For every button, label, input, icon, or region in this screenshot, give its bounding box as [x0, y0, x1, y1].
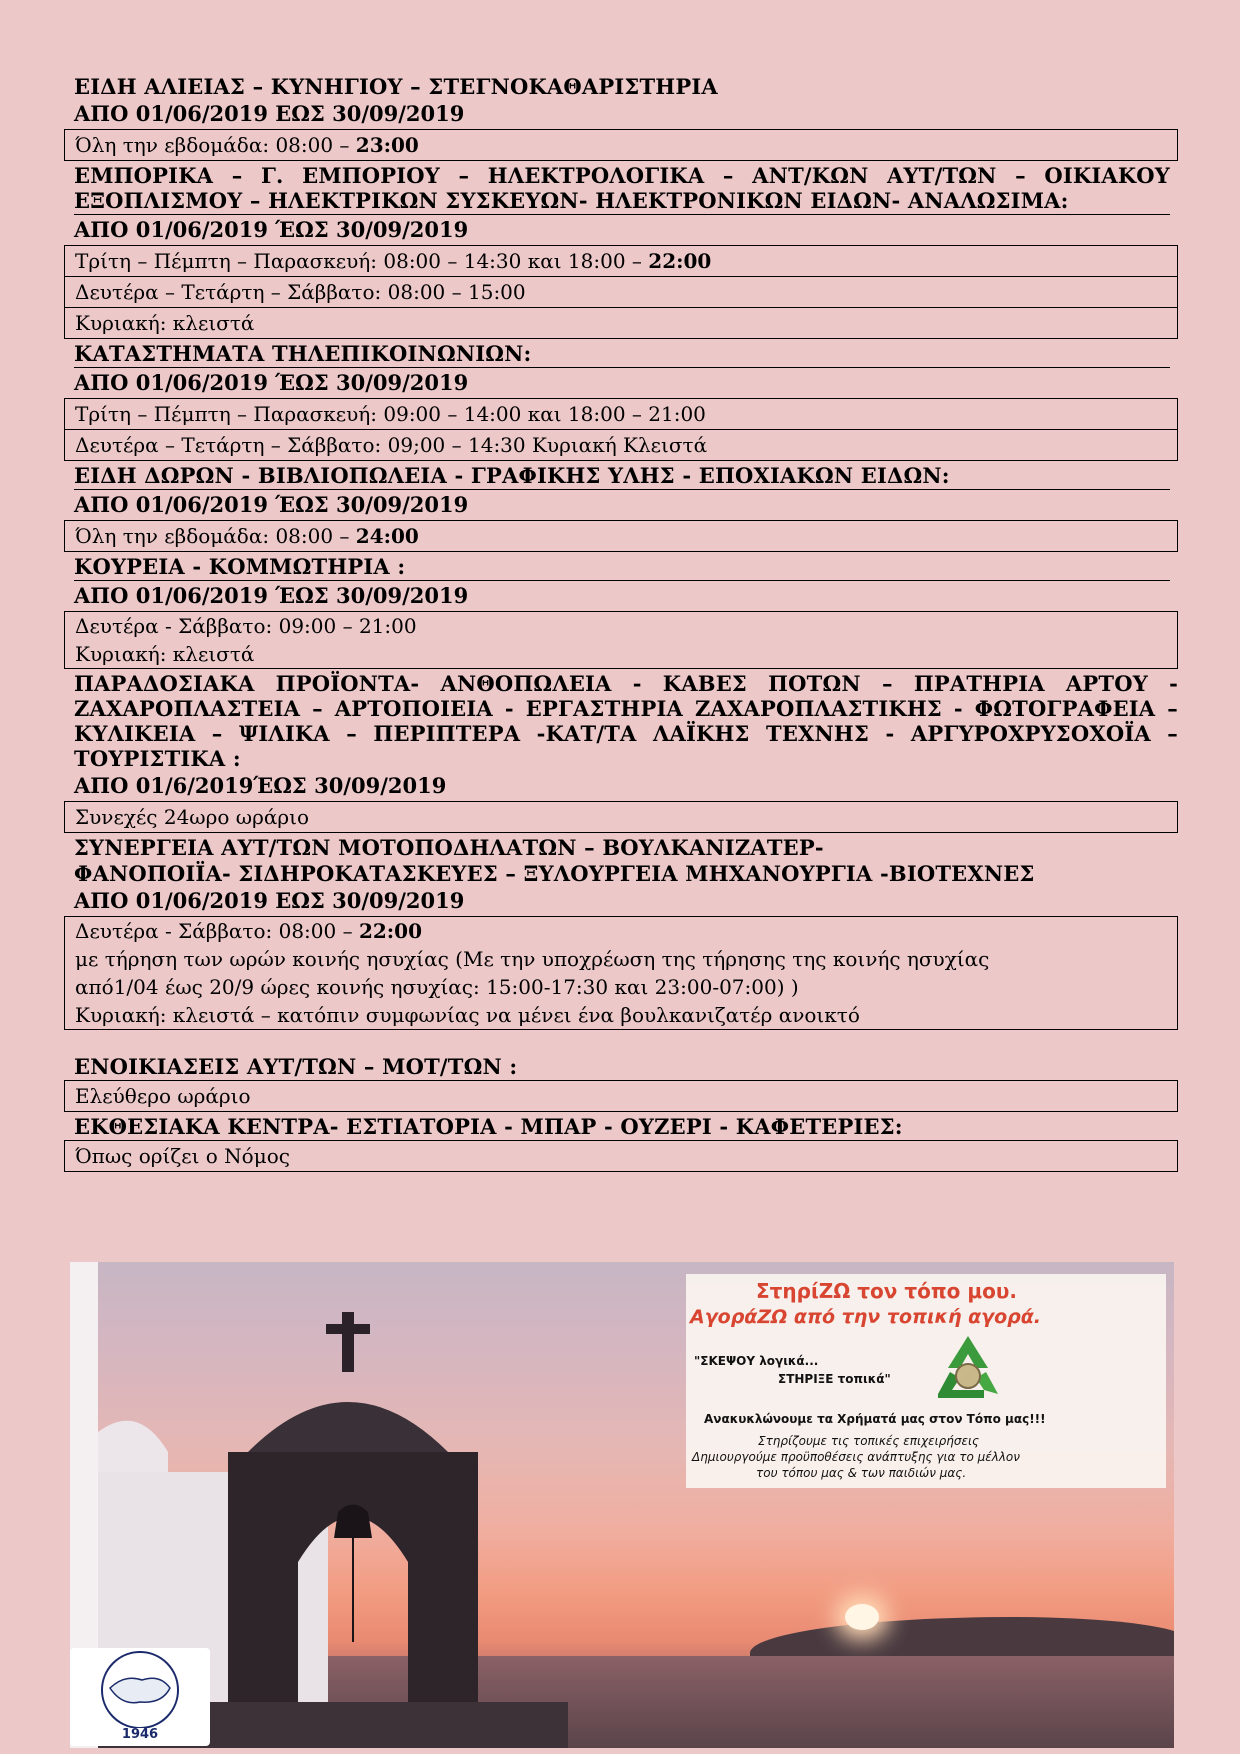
hours-line: με τήρηση των ωρών κοινής ησυχίας (Με την υποχρέωση της τήρησης της κοινής ησυχίας — [75, 947, 990, 971]
hours-box — [64, 129, 1178, 161]
period: ΑΠΟ 01/06/2019 ΕΩΣ 30/09/2019 — [74, 888, 465, 913]
period: ΑΠΟ 01/06/2019 ΈΩΣ 30/09/2019 — [74, 583, 469, 608]
hours-row: Δευτέρα – Τετάρτη – Σάββατο: 08:00 – 15:00 — [65, 276, 1177, 307]
ad-headline: ΑγοράΖΩ από την τοπική αγορά. — [690, 1306, 1042, 1328]
hours-row: Συνεχές 24ωρο ωράριο — [75, 805, 309, 829]
logo-year: 1946 — [121, 1727, 159, 1742]
hours-row: Ελεύθερο ωράριο — [75, 1084, 251, 1108]
hours-line: Δευτέρα - Σάββατο: 08:00 – 22:00 — [75, 919, 423, 943]
hours-row: Κυριακή: κλειστά — [65, 307, 1177, 338]
sunset-photo — [70, 1262, 1174, 1748]
category-title: ΕΙΔΗ ΑΛΙΕΙΑΣ – ΚΥΝΗΓΙΟΥ – ΣΤΕΓΝΟΚΑΘΑΡΙΣΤΗΡΙΑ — [74, 74, 718, 99]
period: ΑΠΟ 01/6/2019ΈΩΣ 30/09/2019 — [74, 773, 447, 798]
hours-box — [64, 1140, 1178, 1172]
ad-text: Στηρίζουμε τις τοπικές επιχειρήσεις — [758, 1434, 980, 1448]
period: ΑΠΟ 01/06/2019 ΈΩΣ 30/09/2019 — [74, 370, 469, 395]
ad-text: "ΣΚΕΨΟΥ λογικά... — [694, 1354, 819, 1368]
category-title: ΕΜΠΟΡΙΚΑ – Γ. ΕΜΠΟΡΙΟΥ – ΗΛΕΚΤΡΟΛΟΓΙΚΑ – ΑΝΤ/ΚΩΝ ΑΥΤ/ΤΩΝ – ΟΙΚΙΑΚΟΥ ΕΞΟΠΛΙΣΜΟΥ – ΗΛΕΚΤΡΙΚΩΝ ΣΥΣΚΕΥΩΝ- ΗΛΕΚΤΡΟΝΙΚΩΝ ΕΙΔΩΝ- ΑΝΑΛΩΣΙΜΑ: — [74, 163, 1170, 213]
category-title-line: ΦΑΝΟΠΟΙΪΑ- ΣΙΔΗΡΟΚΑΤΑΣΚΕΥΕΣ – ΞΥΛΟΥΡΓΕΙΑ ΜΗΧΑΝΟΥΡΓΙΑ -ΒΙΟΤΕΧΝΕΣ — [74, 861, 1035, 886]
ad-headline: ΣτηρίΖΩ τον τόπο μου. — [756, 1279, 1017, 1303]
category-title: ΕΚΘΕΣΙΑΚΑ ΚΕΝΤΡΑ- ΕΣΤΙΑΤΟΡΙΑ - ΜΠΑΡ - ΟΥΖΕΡΙ - ΚΑΦΕΤΕΡΙΕΣ: — [74, 1114, 903, 1139]
hours-line: Δευτέρα - Σάββατο: 09:00 – 21:00 — [75, 614, 417, 638]
hours-box — [64, 245, 1178, 339]
ad-text: του τόπου μας & των παιδιών μας. — [756, 1466, 967, 1480]
recycle-icon — [930, 1332, 1006, 1402]
island-map-icon — [70, 1648, 210, 1728]
category-title: ΚΑΤΑΣΤΗΜΑΤΑ ΤΗΛΕΠΙΚΟΙΝΩΝΙΩΝ: — [74, 341, 1170, 368]
ad-text: Ανακυκλώνουμε τα Χρήματά μας στον Τόπο μας!!! — [704, 1412, 1046, 1426]
hours-row: Τρίτη – Πέμπτη – Παρασκευή: 09:00 – 14:00 και 18:00 – 21:00 — [75, 402, 706, 426]
sun-icon — [845, 1604, 879, 1630]
hours-box — [64, 520, 1178, 552]
category-title: ΠΑΡΑΔΟΣΙΑΚΑ ΠΡΟΪΟΝΤΑ- ΑΝΘΟΠΩΛΕΙΑ - ΚΑΒΕΣ ΠΟΤΩΝ – ΠΡΑΤΗΡΙΑ ΑΡΤΟΥ - ΖΑΧΑΡΟΠΛΑΣΤΕΙΑ – ΑΡΤΟΠΟΙΕΙΑ - ΕΡΓΑΣΤΗΡΙΑ ΖΑΧΑΡΟΠΛΑΣΤΙΚΗΣ - ΦΩΤΟΓΡΑΦΕΙΑ – ΚΥΛΙΚΕΙΑ – ΨΙΛΙΚΑ – ΠΕΡΙΠΤΕΡΑ -ΚΑΤ/ΤΑ ΛΑΪΚΗΣ ΤΕΧΝΗΣ - ΑΡΓΥΡΟΧΡΥΣΟΧΟΪΑ – ΤΟΥΡΙΣΤΙΚΑ : — [74, 671, 1178, 771]
association-logo — [70, 1648, 210, 1746]
hours-row: Όλη την εβδομάδα: 08:00 – 23:00 — [75, 133, 419, 157]
support-local-ad — [686, 1274, 1166, 1488]
hours-box — [64, 801, 1178, 833]
hours-box — [64, 398, 1178, 461]
ad-text: ΣΤΗΡΙΞΕ τοπικά" — [778, 1372, 891, 1386]
period: ΑΠΟ 01/06/2019 ΕΩΣ 30/09/2019 — [74, 101, 465, 126]
schedule-document — [64, 72, 1178, 1172]
hours-line: από1/04 έως 20/9 ώρες κοινής ησυχίας: 15:00-17:30 και 23:00-07:00) ) — [75, 975, 799, 999]
hours-row: Δευτέρα – Τετάρτη – Σάββατο: 09;00 – 14:30 Κυριακή Κλειστά — [65, 429, 1177, 460]
category-title: ΕΙΔΗ ΔΩΡΩΝ - ΒΙΒΛΙΟΠΩΛΕΙΑ - ΓΡΑΦΙΚΗΣ ΥΛΗΣ - ΕΠΟΧΙΑΚΩΝ ΕΙΔΩΝ: — [74, 463, 1170, 490]
category-title: ΚΟΥΡΕΙΑ - ΚΟΜΜΩΤΗΡΙΑ : — [74, 554, 1170, 581]
hours-row: Όλη την εβδομάδα: 08:00 – 24:00 — [75, 524, 419, 548]
hours-box — [64, 1080, 1178, 1112]
ad-text: Δημιουργούμε προϋποθέσεις ανάπτυξης για το μέλλον — [692, 1450, 1020, 1464]
category-title: ΕΝΟΙΚΙΑΣΕΙΣ ΑΥΤ/ΤΩΝ – ΜΟΤ/ΤΩΝ : — [74, 1054, 518, 1079]
category-title-line: ΣΥΝΕΡΓΕΙΑ ΑΥΤ/ΤΩΝ ΜΟΤΟΠΟΔΗΛΑΤΩΝ – ΒΟΥΛΚΑΝΙΖΑΤΕΡ- — [74, 835, 824, 860]
hours-row: Όπως ορίζει ο Νόμος — [75, 1144, 290, 1168]
hours-box — [64, 916, 1178, 1030]
hours-line: Κυριακή: κλειστά – κατόπιν συμφωνίας να μένει ένα βουλκανιζατέρ ανοικτό — [75, 1003, 860, 1027]
hours-line: Κυριακή: κλειστά — [75, 642, 255, 666]
period: ΑΠΟ 01/06/2019 ΈΩΣ 30/09/2019 — [74, 492, 469, 517]
period: ΑΠΟ 01/06/2019 ΈΩΣ 30/09/2019 — [74, 217, 469, 242]
hours-row: Τρίτη – Πέμπτη – Παρασκευή: 08:00 – 14:30 και 18:00 – 22:00 — [75, 249, 712, 273]
hours-box — [64, 611, 1178, 669]
